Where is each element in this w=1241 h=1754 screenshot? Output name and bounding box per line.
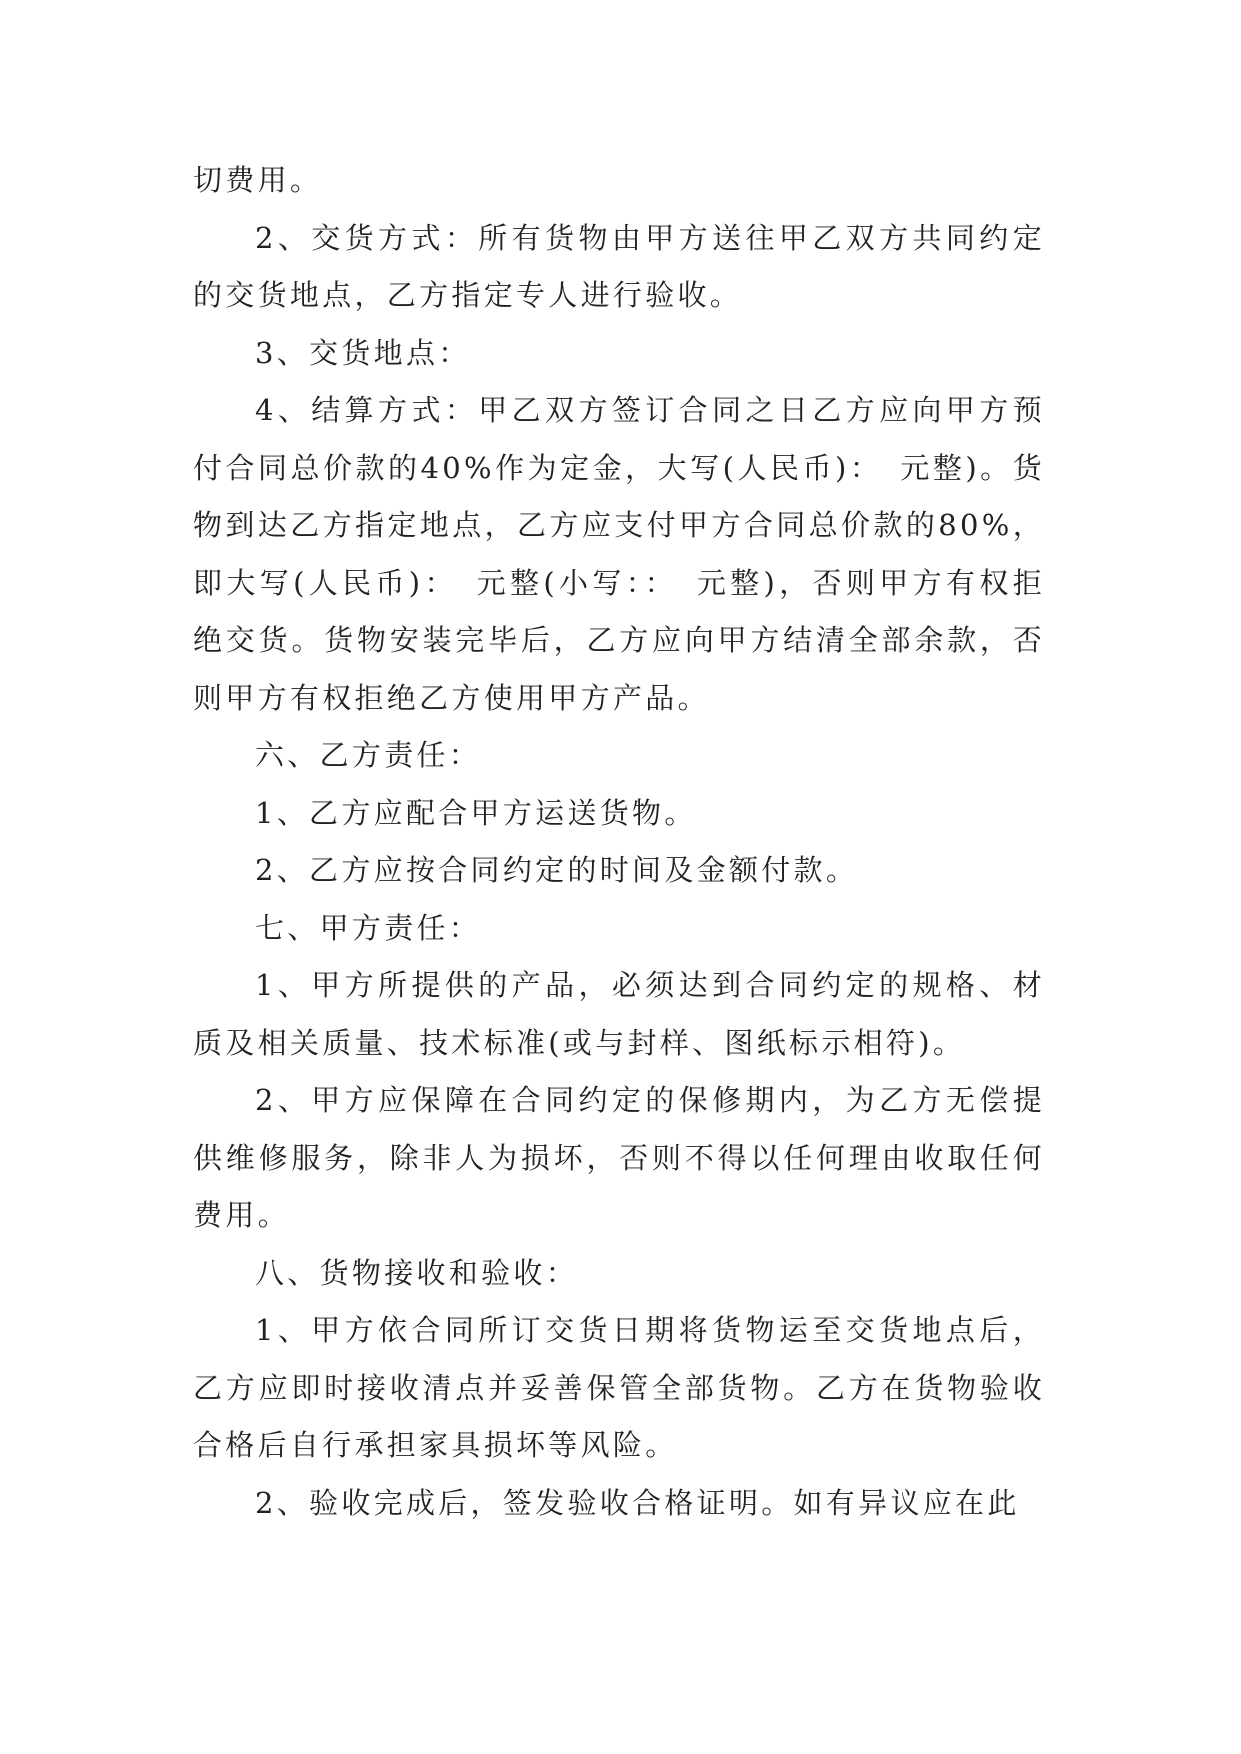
heading-goods-acceptance: 八、货物接收和验收：: [255, 1255, 579, 1290]
paragraph-continued-fees: 切费用。: [193, 163, 323, 197]
document-page: [193, 152, 1045, 1532]
paragraph-acceptance-clause-1: 1、甲方依合同所订交货日期将货物运至交货地点后，乙方应即时接收清点并妥善保管全部货物。乙方在货物验收合格后自行承担家具损坏等风险。: [193, 1313, 1045, 1462]
heading-party-a-responsibility: 七、甲方责任：: [255, 910, 482, 945]
paragraph-party-b-clause-1: 1、乙方应配合甲方运送货物。: [255, 795, 697, 830]
paragraph-party-a-clause-1: 1、甲方所提供的产品，必须达到合同约定的规格、材质及相关质量、技术标准(或与封样、图纸标示相符)。: [193, 968, 1045, 1060]
paragraph-party-a-clause-2: 2、甲方应保障在合同约定的保修期内，为乙方无偿提供维修服务，除非人为损坏，否则不得以任何理由收取任何费用。: [193, 1083, 1045, 1232]
paragraph-party-b-clause-2: 2、乙方应按合同约定的时间及金额付款。: [255, 853, 859, 887]
paragraph-acceptance-clause-2: 2、验收完成后，签发验收合格证明。如有异议应在此: [255, 1485, 1020, 1520]
paragraph-delivery-location: 3、交货地点：: [255, 335, 471, 370]
paragraph-settlement-method: 4、结算方式：甲乙双方签订合同之日乙方应向甲方预付合同总价款的40%作为定金，大写(人民币)： 元整)。货物到达乙方指定地点，乙方应支付甲方合同总价款的80%，即大写(人民币)： 元整(小写：： 元整)，否则甲方有权拒绝交货。货物安装完毕后，乙方应向甲方结清全部余款，否则甲方有权拒绝乙方使用甲方产品。: [193, 393, 1045, 715]
paragraph-delivery-method: 2、交货方式：所有货物由甲方送往甲乙双方共同约定的交货地点，乙方指定专人进行验收。: [193, 220, 1045, 312]
heading-party-b-responsibility: 六、乙方责任：: [255, 738, 482, 772]
